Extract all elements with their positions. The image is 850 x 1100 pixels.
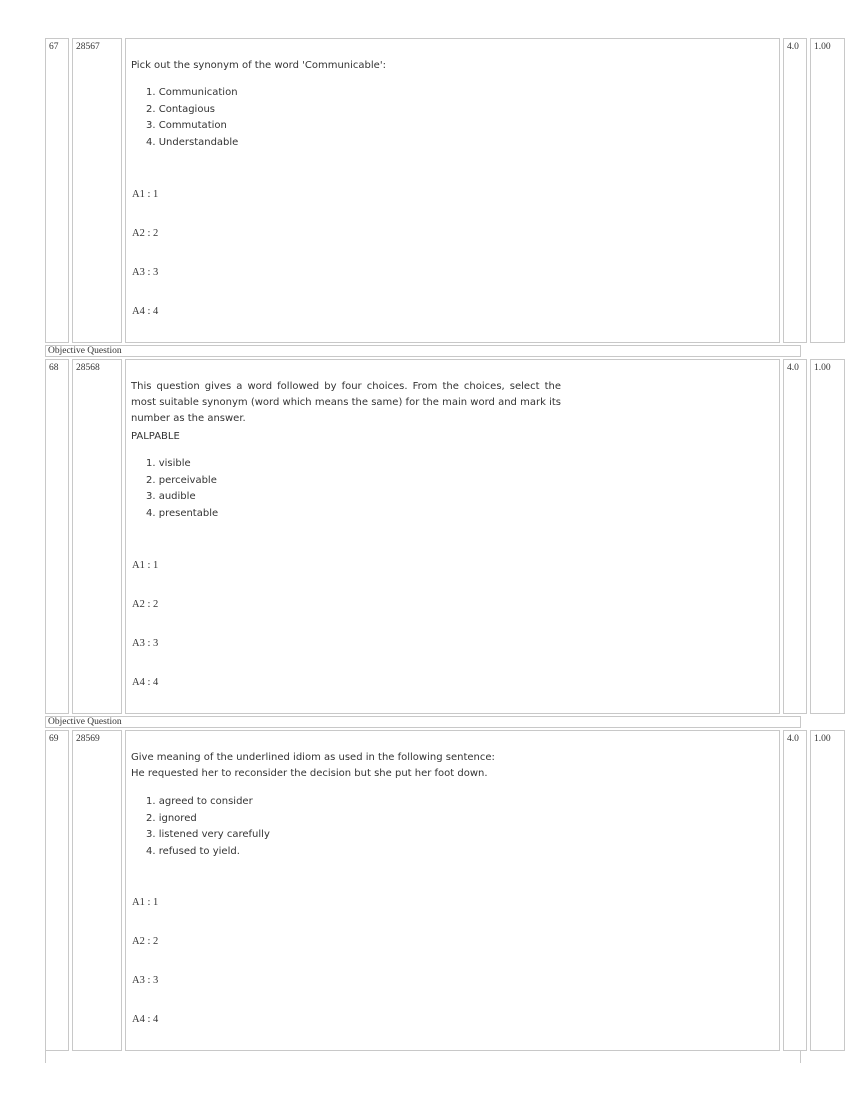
- section-label: Objective Question: [45, 716, 801, 728]
- question-negative-marks: 1.00: [810, 730, 845, 1051]
- option-4: 4. Understandable: [146, 136, 239, 148]
- option-3: 3. Commutation: [146, 120, 227, 131]
- options-list: [146, 85, 238, 151]
- answer-4: A4 : 4: [132, 1014, 159, 1025]
- question-id: 28568: [72, 359, 122, 714]
- question-body: [125, 38, 780, 343]
- question-number: 69: [45, 730, 69, 1051]
- question-row-69: [45, 730, 831, 1051]
- answer-3: A3 : 3: [132, 267, 159, 278]
- question-text: Pick out the synonym of the word 'Communicable':: [131, 60, 386, 71]
- answer-1: A1 : 1: [132, 560, 159, 571]
- option-1: 1. visible: [146, 458, 191, 469]
- option-4: 4. refused to yield.: [146, 845, 240, 857]
- option-2: 2. perceivable: [146, 474, 217, 486]
- answer-4: A4 : 4: [132, 306, 159, 317]
- question-keyword: PALPABLE: [131, 431, 180, 442]
- option-3: 3. audible: [146, 491, 196, 502]
- question-negative-marks: 1.00: [810, 359, 845, 714]
- option-1: 1. agreed to consider: [146, 796, 253, 807]
- question-body: [125, 730, 780, 1051]
- options-list: [146, 456, 218, 522]
- question-marks: 4.0: [783, 359, 807, 714]
- question-id: 28567: [72, 38, 122, 343]
- question-sentence: He requested her to reconsider the decision but she put her foot down.: [131, 768, 488, 779]
- option-3: 3. listened very carefully: [146, 829, 270, 840]
- table-border-left: [45, 1051, 46, 1063]
- question-id: 28569: [72, 730, 122, 1051]
- question-body: [125, 359, 780, 714]
- question-marks: 4.0: [783, 730, 807, 1051]
- question-text: Give meaning of the underlined idiom as used in the following sentence:: [131, 752, 495, 763]
- answer-2: A2 : 2: [132, 599, 159, 610]
- option-2: 2. ignored: [146, 812, 197, 824]
- table-border-right: [800, 1051, 801, 1063]
- section-label: Objective Question: [45, 345, 801, 357]
- option-2: 2. Contagious: [146, 103, 215, 115]
- answer-2: A2 : 2: [132, 936, 159, 947]
- question-number: 67: [45, 38, 69, 343]
- option-4: 4. presentable: [146, 507, 219, 519]
- question-marks: 4.0: [783, 38, 807, 343]
- question-negative-marks: 1.00: [810, 38, 845, 343]
- answer-2: A2 : 2: [132, 228, 159, 239]
- answer-3: A3 : 3: [132, 975, 159, 986]
- options-list: [146, 794, 270, 860]
- question-row-67: [45, 38, 831, 343]
- question-number: 68: [45, 359, 69, 714]
- answer-1: A1 : 1: [132, 189, 159, 200]
- question-row-68: [45, 359, 831, 714]
- answer-1: A1 : 1: [132, 897, 159, 908]
- answer-3: A3 : 3: [132, 638, 159, 649]
- question-text: This question gives a word followed by four choices. From the choices, select the most suitable synonym (word which means the same) for the main word and mark its number as the answer.: [131, 381, 561, 424]
- answer-4: A4 : 4: [132, 677, 159, 688]
- option-1: 1. Communication: [146, 87, 238, 98]
